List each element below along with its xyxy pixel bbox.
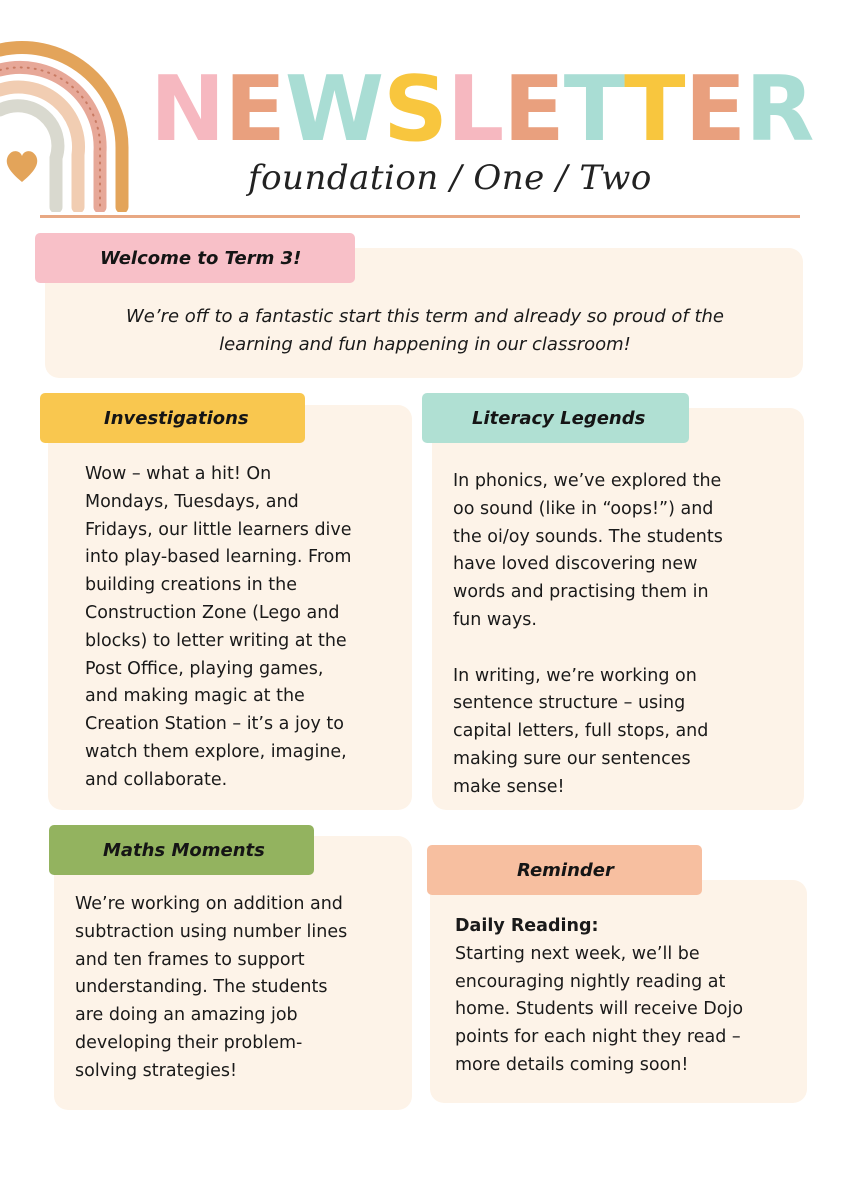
text-line: capital letters, full stops, and (453, 721, 709, 742)
text-line: home. Students will receive Dojo (455, 999, 744, 1020)
text-line: sentence structure – using (453, 693, 686, 714)
welcome-text (80, 303, 770, 359)
text-line: We’re working on addition and (75, 894, 343, 914)
text-line: Creation Station – it’s a joy to (85, 714, 345, 735)
literacy-heading: Literacy Legends (472, 407, 646, 429)
text-line: words and practising them in (453, 582, 709, 603)
text-line: encouraging nightly reading at (455, 971, 726, 992)
investigations-heading-tag (40, 393, 305, 443)
text-line: and collaborate. (85, 769, 228, 790)
welcome-heading-tag (35, 233, 355, 283)
literacy-heading-tag (422, 393, 689, 443)
text-line: Post Office, playing games, (85, 658, 324, 679)
text-line: make sense! (453, 776, 565, 797)
text-line: blocks) to letter writing at the (85, 630, 347, 651)
title-letter: L (446, 57, 504, 162)
text-line: developing their problem- (75, 1032, 303, 1053)
text-line: building creations in the (85, 575, 298, 596)
maths-text (75, 891, 395, 1086)
text-line: Construction Zone (Lego and (85, 602, 340, 623)
title-letter: E (224, 57, 285, 162)
text-line: subtraction using number lines (75, 921, 348, 942)
text-line: Wow – what a hit! On (85, 464, 272, 484)
maths-heading: Maths Moments (103, 839, 265, 861)
title-letter: T (563, 57, 625, 162)
welcome-line: learning and fun happening in our classroom! (219, 334, 631, 355)
title-letter: E (684, 57, 746, 162)
title-letter: R (745, 57, 814, 162)
text-line: making sure our sentences (453, 748, 691, 769)
text-line: Mondays, Tuesdays, and (85, 491, 299, 512)
text-line: and ten frames to support (75, 949, 305, 970)
text-line: more details coming soon! (455, 1054, 689, 1075)
text-line: oo sound (like in “oops!”) and (453, 498, 714, 519)
text-line: In phonics, we’ve explored the (453, 471, 722, 491)
title-letter: T (624, 57, 685, 162)
reminder-heading: Reminder (517, 859, 614, 881)
reminder-text (455, 913, 795, 1080)
title-letter: N (150, 57, 225, 162)
reminder-bold-title: Daily Reading: (455, 916, 599, 936)
title-letter: E (503, 57, 564, 162)
text-line: into play-based learning. From (85, 547, 352, 568)
header-divider (40, 215, 800, 218)
newsletter-subtitle: foundation / One / Two (248, 158, 652, 198)
text-line: points for each night they read – (455, 1027, 741, 1048)
text-line: fun ways. (453, 609, 537, 630)
reminder-heading-tag (427, 845, 702, 895)
text-line: understanding. The students (75, 977, 328, 998)
text-line: In writing, we’re working on (453, 665, 697, 686)
text-line: Fridays, our little learners dive (85, 519, 352, 540)
investigations-text (85, 461, 405, 795)
title-letter: W (284, 57, 384, 162)
text-line: and making magic at the (85, 686, 305, 707)
text-line: Starting next week, we’ll be (455, 943, 700, 964)
welcome-line: We’re off to a fantastic start this term and already so proud of the (125, 306, 725, 327)
investigations-heading: Investigations (104, 407, 249, 429)
text-line: solving strategies! (75, 1060, 238, 1081)
rainbow-with-heart-icon (0, 22, 135, 212)
text-line: have loved discovering new (453, 554, 698, 575)
literacy-text (453, 468, 783, 802)
title-letter: S (383, 57, 447, 162)
maths-heading-tag (49, 825, 314, 875)
text-line: the oi/oy sounds. The students (453, 526, 723, 547)
text-line: watch them explore, imagine, (85, 741, 347, 762)
newsletter-title (150, 57, 814, 162)
welcome-heading: Welcome to Term 3! (100, 247, 302, 269)
text-line: are doing an amazing job (75, 1005, 298, 1026)
